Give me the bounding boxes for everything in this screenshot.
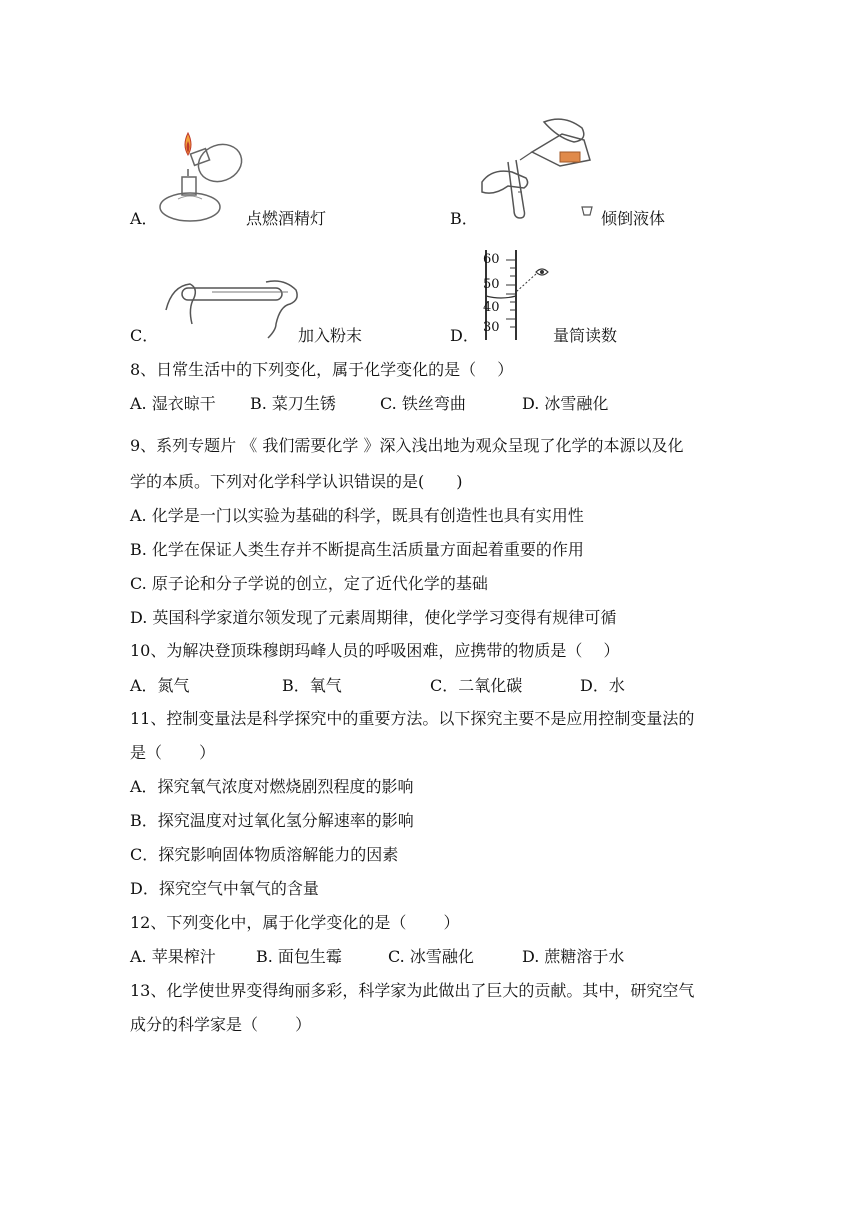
q12-option-c: C. 冰雪融化 — [388, 947, 474, 966]
q9-option-c: C. 原子论和分子学说的创立，定了近代化学的基础 — [130, 574, 488, 593]
q11-option-d: D．探究空气中氧气的含量 — [130, 879, 319, 898]
q9-option-b: B. 化学在保证人类生存并不断提高生活质量方面起着重要的作用 — [130, 540, 584, 559]
q12-option-b: B. 面包生霉 — [256, 947, 342, 966]
q11-stem-line2: 是（ ） — [130, 743, 216, 762]
q10-stem: 10、为解决登顶珠穆朗玛峰人员的呼吸困难，应携带的物质是（ ） — [130, 641, 620, 660]
cylinder-tick-40: 40 — [483, 300, 500, 315]
q9-option-d: D. 英国科学家道尔领发现了元素周期律，使化学学习变得有规律可循 — [130, 608, 617, 627]
cylinder-tick-30: 30 — [483, 320, 500, 335]
stopper-icon — [580, 205, 594, 219]
q7-option-a-label: 点燃酒精灯 — [246, 209, 327, 228]
q10-option-b: B．氧气 — [282, 676, 342, 695]
q7-option-b-letter: B． — [450, 209, 478, 228]
q8-option-c: C. 铁丝弯曲 — [380, 394, 466, 413]
q9-stem-line2: 学的本质。下列对化学科学认识错误的是( ) — [130, 472, 463, 491]
q13-stem-line1: 13、化学使世界变得绚丽多彩，科学家为此做出了巨大的贡献。其中，研究空气 — [130, 981, 695, 1000]
q12-stem: 12、下列变化中，属于化学变化的是（ ） — [130, 913, 460, 932]
adding-powder-figure — [162, 270, 302, 340]
q8-option-a: A. 湿衣晾干 — [130, 394, 216, 413]
q11-option-c: C．探究影响固体物质溶解能力的因素 — [130, 845, 399, 864]
q8-stem: 8、日常生活中的下列变化，属于化学变化的是（ ） — [130, 360, 514, 379]
q9-option-a: A. 化学是一门以实验为基础的科学，既具有创造性也具有实用性 — [130, 506, 584, 525]
q12-option-a: A. 苹果榨汁 — [130, 947, 216, 966]
q10-option-d: D．水 — [580, 676, 625, 695]
q10-option-c: C．二氧化碳 — [430, 676, 523, 695]
q8-option-d: D. 冰雪融化 — [522, 394, 609, 413]
q7-option-c-label: 加入粉末 — [298, 326, 363, 345]
alcohol-lamp-figure — [150, 125, 250, 225]
q12-option-d: D. 蔗糖溶于水 — [522, 947, 625, 966]
q8-option-b: B. 菜刀生锈 — [250, 394, 336, 413]
q7-option-d-letter: D． — [450, 326, 479, 345]
q7-option-c-letter: C． — [130, 326, 159, 345]
cylinder-tick-60: 60 — [483, 252, 500, 267]
q10-option-a: A．氮气 — [130, 676, 190, 695]
q13-stem-line2: 成分的科学家是（ ） — [130, 1015, 312, 1034]
q11-option-a: A．探究氧气浓度对燃烧剧烈程度的影响 — [130, 777, 414, 796]
q9-stem-line1: 9、系列专题片 《 我们需要化学 》深入浅出地为观众呈现了化学的本源以及化 — [130, 436, 684, 455]
cylinder-tick-50: 50 — [483, 277, 500, 292]
q11-stem-line1: 11、控制变量法是科学探究中的重要方法。以下探究主要不是应用控制变量法的 — [130, 709, 695, 728]
q7-option-a-letter: A． — [130, 209, 158, 228]
q11-option-b: B．探究温度对过氧化氢分解速率的影响 — [130, 811, 414, 830]
q7-option-b-label: 倾倒液体 — [601, 209, 666, 228]
q7-option-d-label: 量筒读数 — [553, 326, 618, 345]
